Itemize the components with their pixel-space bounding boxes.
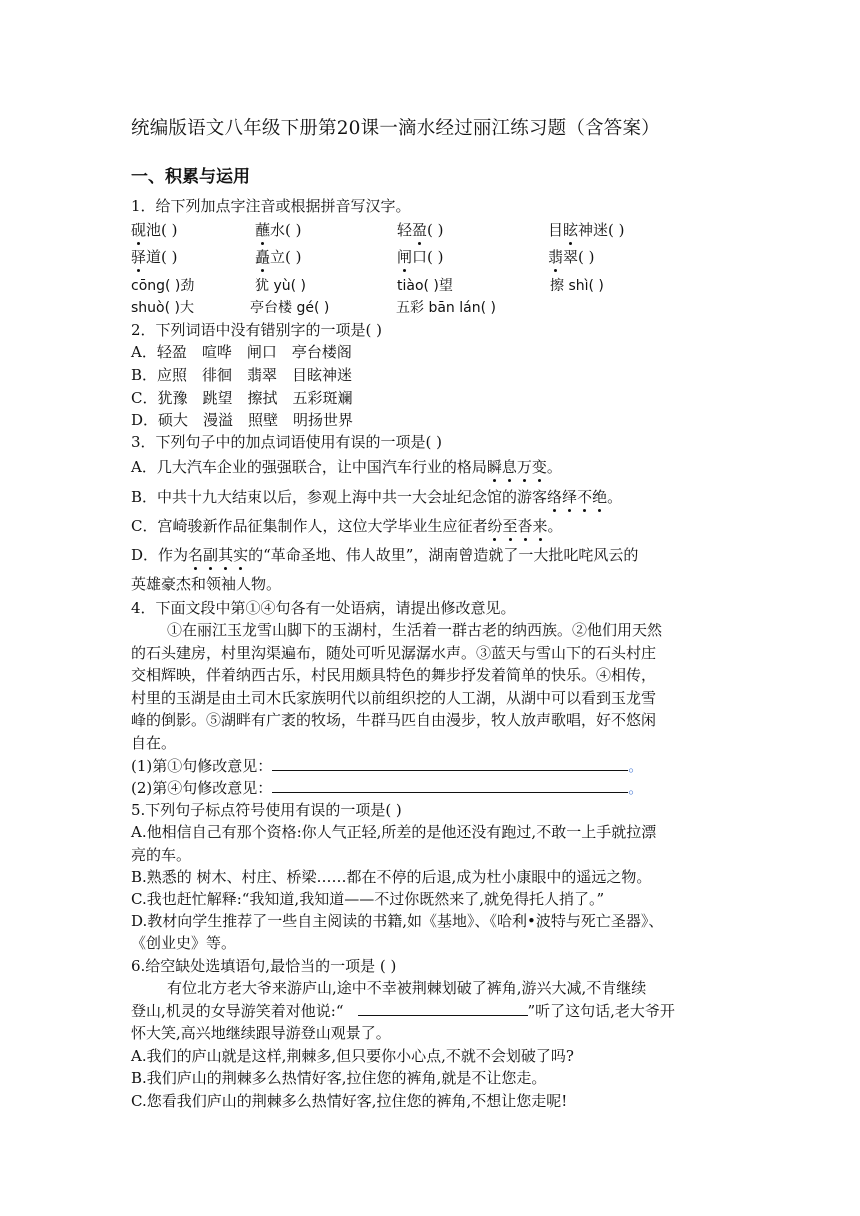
q1-stem: 1．给下列加点字注音或根据拼音写汉字。 bbox=[131, 197, 411, 215]
q2-option-a: A．轻盈 喧哗 闸口 亭台楼阁 bbox=[131, 343, 352, 361]
q2-option-b: B．应照 徘徊 翡翠 目眩神迷 bbox=[131, 366, 353, 384]
q1-item: 矗立( ) bbox=[255, 248, 302, 266]
q1-item: 轻盈( ) bbox=[397, 221, 444, 239]
q1-item: 驿道( ) bbox=[131, 248, 178, 266]
q6-passage-line: 有位北方老大爷来游庐山,途中不幸被荆棘划破了裤角,游兴大减,不肯继续 bbox=[167, 979, 647, 997]
q4-passage-line: 自在。 bbox=[131, 734, 177, 752]
emphasis-char: 副 bbox=[203, 546, 219, 564]
q5-option-b: B.熟悉的 树木、村庄、桥梁……都在不停的后退,成为杜小康眼中的遥远之物。 bbox=[131, 868, 652, 886]
q1-item: shuò( )大 bbox=[131, 300, 194, 316]
emphasis-char: 沓 bbox=[517, 517, 533, 535]
emphasis-char: 绎 bbox=[562, 488, 578, 506]
q1-item: 蘸水( ) bbox=[255, 221, 302, 239]
q5-option-d: D.教材向学生推荐了一些自主阅读的书籍,如《基地》、《哈利•波特与死亡圣器》、 bbox=[131, 912, 664, 930]
emphasis-char: 至 bbox=[502, 517, 518, 535]
q4-passage-line: 交相辉映，伴着纳西古乐，村民用颇具特色的舞步抒发着简单的快乐。④相传， bbox=[131, 666, 657, 684]
document-title: 统编版语文八年级下册第20课一滴水经过丽江练习题（含答案） bbox=[131, 118, 660, 139]
q5-option-a-cont: 亮的车。 bbox=[131, 846, 192, 864]
section-heading: 一、积累与运用 bbox=[131, 167, 250, 187]
q4-passage-line: 村里的玉湖是由土司木氏家族明代以前组织挖的人工湖，从湖中可以看到玉龙雪 bbox=[131, 689, 657, 707]
emphasis-char: 变 bbox=[531, 458, 547, 476]
dotted-phrase bbox=[487, 517, 547, 535]
q2-option-d: D．硕大 漫溢 照壁 明扬世界 bbox=[131, 411, 354, 429]
q1-item: tiào( )望 bbox=[397, 278, 453, 294]
emphasis-char: 息 bbox=[501, 458, 517, 476]
q4-sub-2: (2)第④句修改意见： 。 bbox=[131, 779, 644, 797]
q5-option-c: C.我也赶忙解释:“我知道,我知道——不过你既然来了,就免得托人捎了。” bbox=[131, 890, 605, 908]
q6-option-a: A.我们的庐山就是这样,荆棘多,但只要你小心点,不就不会划破了吗? bbox=[131, 1047, 574, 1065]
q4-stem: 4．下面文段中第①④句各有一处语病，请提出修改意见。 bbox=[131, 599, 516, 617]
q2-stem: 2．下列词语中没有错别字的一项是( ) bbox=[131, 321, 383, 339]
q1-item: 擦 shì( ) bbox=[550, 278, 604, 294]
emphasis-char: 绝 bbox=[592, 488, 608, 506]
answer-blank[interactable] bbox=[272, 756, 628, 771]
q4-passage-line: 的石头建房，村里沟渠遍布，随处可听见潺潺水声。③蓝天与雪山下的石头村庄 bbox=[131, 644, 657, 662]
emphasis-char: 不 bbox=[577, 488, 593, 506]
q6-passage-line: 登山,机灵的女导游笑着对他说:“ ”听了这句话,老大爷开 bbox=[131, 1002, 675, 1020]
emphasis-char: 瞬 bbox=[486, 458, 502, 476]
q4-sub-1: (1)第①句修改意见： 。 bbox=[131, 757, 644, 775]
q5-stem: 5.下列句子标点符号使用有误的一项是( ) bbox=[131, 801, 402, 819]
q6-option-c: C.您看我们庐山的荆棘多么热情好客,拉住您的裤角,不想让您走呢! bbox=[131, 1092, 568, 1110]
emphasis-char: 来 bbox=[532, 517, 548, 535]
q1-item: 五彩 bān lán( ) bbox=[396, 300, 496, 316]
emphasis-char: 实 bbox=[233, 546, 249, 564]
q1-item: 闸口( ) bbox=[397, 248, 444, 266]
q3-option-a: A．几大汽车企业的强强联合，让中国汽车行业的格局瞬息万变。 bbox=[131, 458, 562, 476]
emphasis-char: 其 bbox=[218, 546, 234, 564]
q3-stem: 3．下列句子中的加点词语使用有误的一项是( ) bbox=[131, 433, 443, 451]
q5-option-d-cont: 《创业史》等。 bbox=[131, 934, 237, 952]
q5-option-a: A.他相信自己有那个资格:你人气正轻,所差的是他还没有跑过,不敢一上手就拉漂 bbox=[131, 823, 657, 841]
q3-option-d-cont: 英雄豪杰和领袖人物。 bbox=[131, 575, 282, 593]
q1-item: 亭台楼 gé( ) bbox=[250, 300, 330, 316]
q6-stem: 6.给空缺处选填语句,最恰当的一项是 ( ) bbox=[131, 957, 397, 975]
emphasis-char: 万 bbox=[516, 458, 532, 476]
q3-option-b: B．中共十九大结束以后，参观上海中共一大会址纪念馆的游客络绎不绝。 bbox=[131, 488, 623, 506]
emphasis-char: 络 bbox=[547, 488, 563, 506]
q6-passage-line: 怀大笑,高兴地继续跟导游登山观景了。 bbox=[131, 1024, 391, 1042]
q1-item: cōng( )劲 bbox=[131, 278, 195, 294]
q4-passage-line: 峰的倒影。⑤湖畔有广袤的牧场，牛群马匹自由漫步，牧人放声歌唱，好不悠闲 bbox=[131, 711, 657, 729]
q1-item: 目眩神迷( ) bbox=[548, 221, 625, 239]
q3-option-d: D．作为名副其实的“革命圣地、伟人故里”，湖南曾造就了一大批叱咤风云的 bbox=[131, 546, 639, 564]
q4-passage-line: ①在丽江玉龙雪山脚下的玉湖村，生活着一群古老的纳西族。②他们用天然 bbox=[167, 621, 663, 639]
answer-blank[interactable] bbox=[358, 1001, 528, 1016]
q3-option-c: C．宫崎骏新作品征集制作人，这位大学毕业生应征者纷至沓来。 bbox=[131, 517, 563, 535]
q6-option-b: B.我们庐山的荆棘多么热情好客,拉住您的裤角,就是不让您走。 bbox=[131, 1069, 547, 1087]
emphasis-char: 名 bbox=[188, 546, 204, 564]
dotted-phrase bbox=[487, 458, 547, 476]
emphasis-char: 纷 bbox=[487, 517, 503, 535]
q1-item: 犹 yù( ) bbox=[255, 278, 306, 294]
answer-blank[interactable] bbox=[272, 778, 628, 793]
q1-item: 翡翠( ) bbox=[548, 248, 595, 266]
q1-item: 砚池( ) bbox=[131, 221, 178, 239]
q2-option-c: C．犹豫 跳望 擦拭 五彩斑斓 bbox=[131, 389, 353, 407]
dotted-phrase bbox=[188, 546, 248, 564]
dotted-phrase bbox=[547, 488, 607, 506]
